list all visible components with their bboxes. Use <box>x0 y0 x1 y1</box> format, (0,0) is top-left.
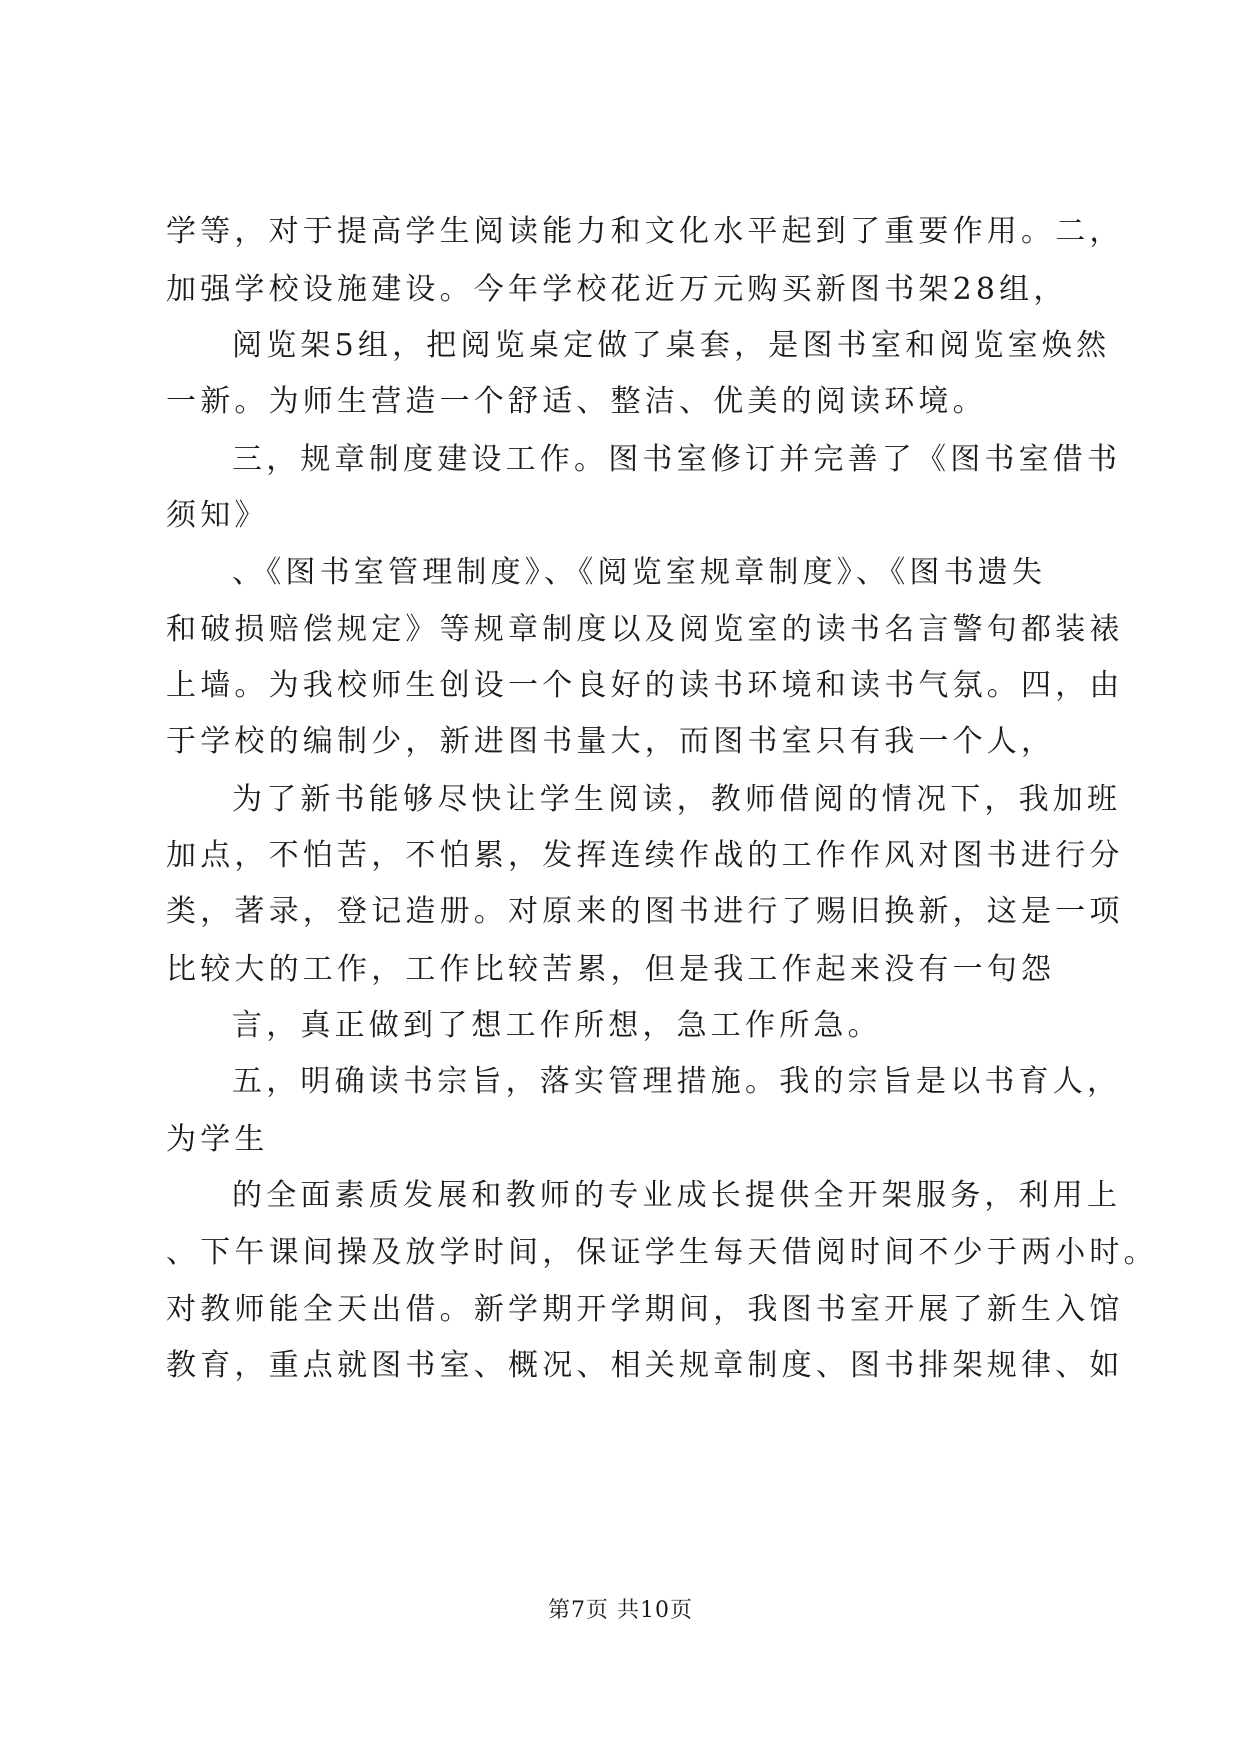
body-line: 阅览架5组，把阅览桌定做了桌套，是图书室和阅览室焕然 <box>232 328 1111 363</box>
body-line: 教育，重点就图书室、概况、相关规章制度、图书排架规律、如 <box>166 1348 1124 1383</box>
body-line: 、下午课间操及放学时间，保证学生每天借阅时间不少于两小时。 <box>166 1235 1158 1270</box>
body-line: 和破损赔偿规定》等规章制度以及阅览室的读书名言警句都装裱 <box>166 612 1124 647</box>
body-line: 、《图书室管理制度》、《阅览室规章制度》、《图书遗失 <box>232 555 1047 590</box>
body-line: 于学校的编制少，新进图书量大，而图书室只有我一个人， <box>166 724 1056 759</box>
body-line: 为学生 <box>166 1122 269 1157</box>
body-line: 言，真正做到了想工作所想，急工作所急。 <box>232 1008 882 1043</box>
body-line: 类，著录，登记造册。对原来的图书进行了赐旧换新，这是一项 <box>166 894 1124 929</box>
body-line: 一新。为师生营造一个舒适、整洁、优美的阅读环境。 <box>166 384 987 419</box>
body-line: 须知》 <box>166 498 269 533</box>
body-line: 学等，对于提高学生阅读能力和文化水平起到了重要作用。二， <box>166 214 1124 249</box>
body-line: 五，明确读书宗旨，落实管理措施。我的宗旨是以书育人， <box>232 1064 1122 1099</box>
body-line: 加点，不怕苦，不怕累，发挥连续作战的工作作风对图书进行分 <box>166 838 1124 873</box>
page-number-footer: 第7页 共10页 <box>548 1598 693 1623</box>
body-line: 加强学校设施建设。今年学校花近万元购买新图书架28组， <box>166 272 1068 307</box>
body-line: 三，规章制度建设工作。图书室修订并完善了《图书室借书 <box>232 442 1122 477</box>
body-line: 为了新书能够尽快让学生阅读，教师借阅的情况下，我加班 <box>232 782 1122 817</box>
body-line: 比较大的工作，工作比较苦累，但是我工作起来没有一句怨 <box>166 952 1056 987</box>
body-line: 的全面素质发展和教师的专业成长提供全开架服务，利用上 <box>232 1178 1122 1213</box>
body-line: 上墙。为我校师生创设一个良好的读书环境和读书气氛。四，由 <box>166 668 1124 703</box>
body-line: 对教师能全天出借。新学期开学期间，我图书室开展了新生入馆 <box>166 1292 1124 1327</box>
